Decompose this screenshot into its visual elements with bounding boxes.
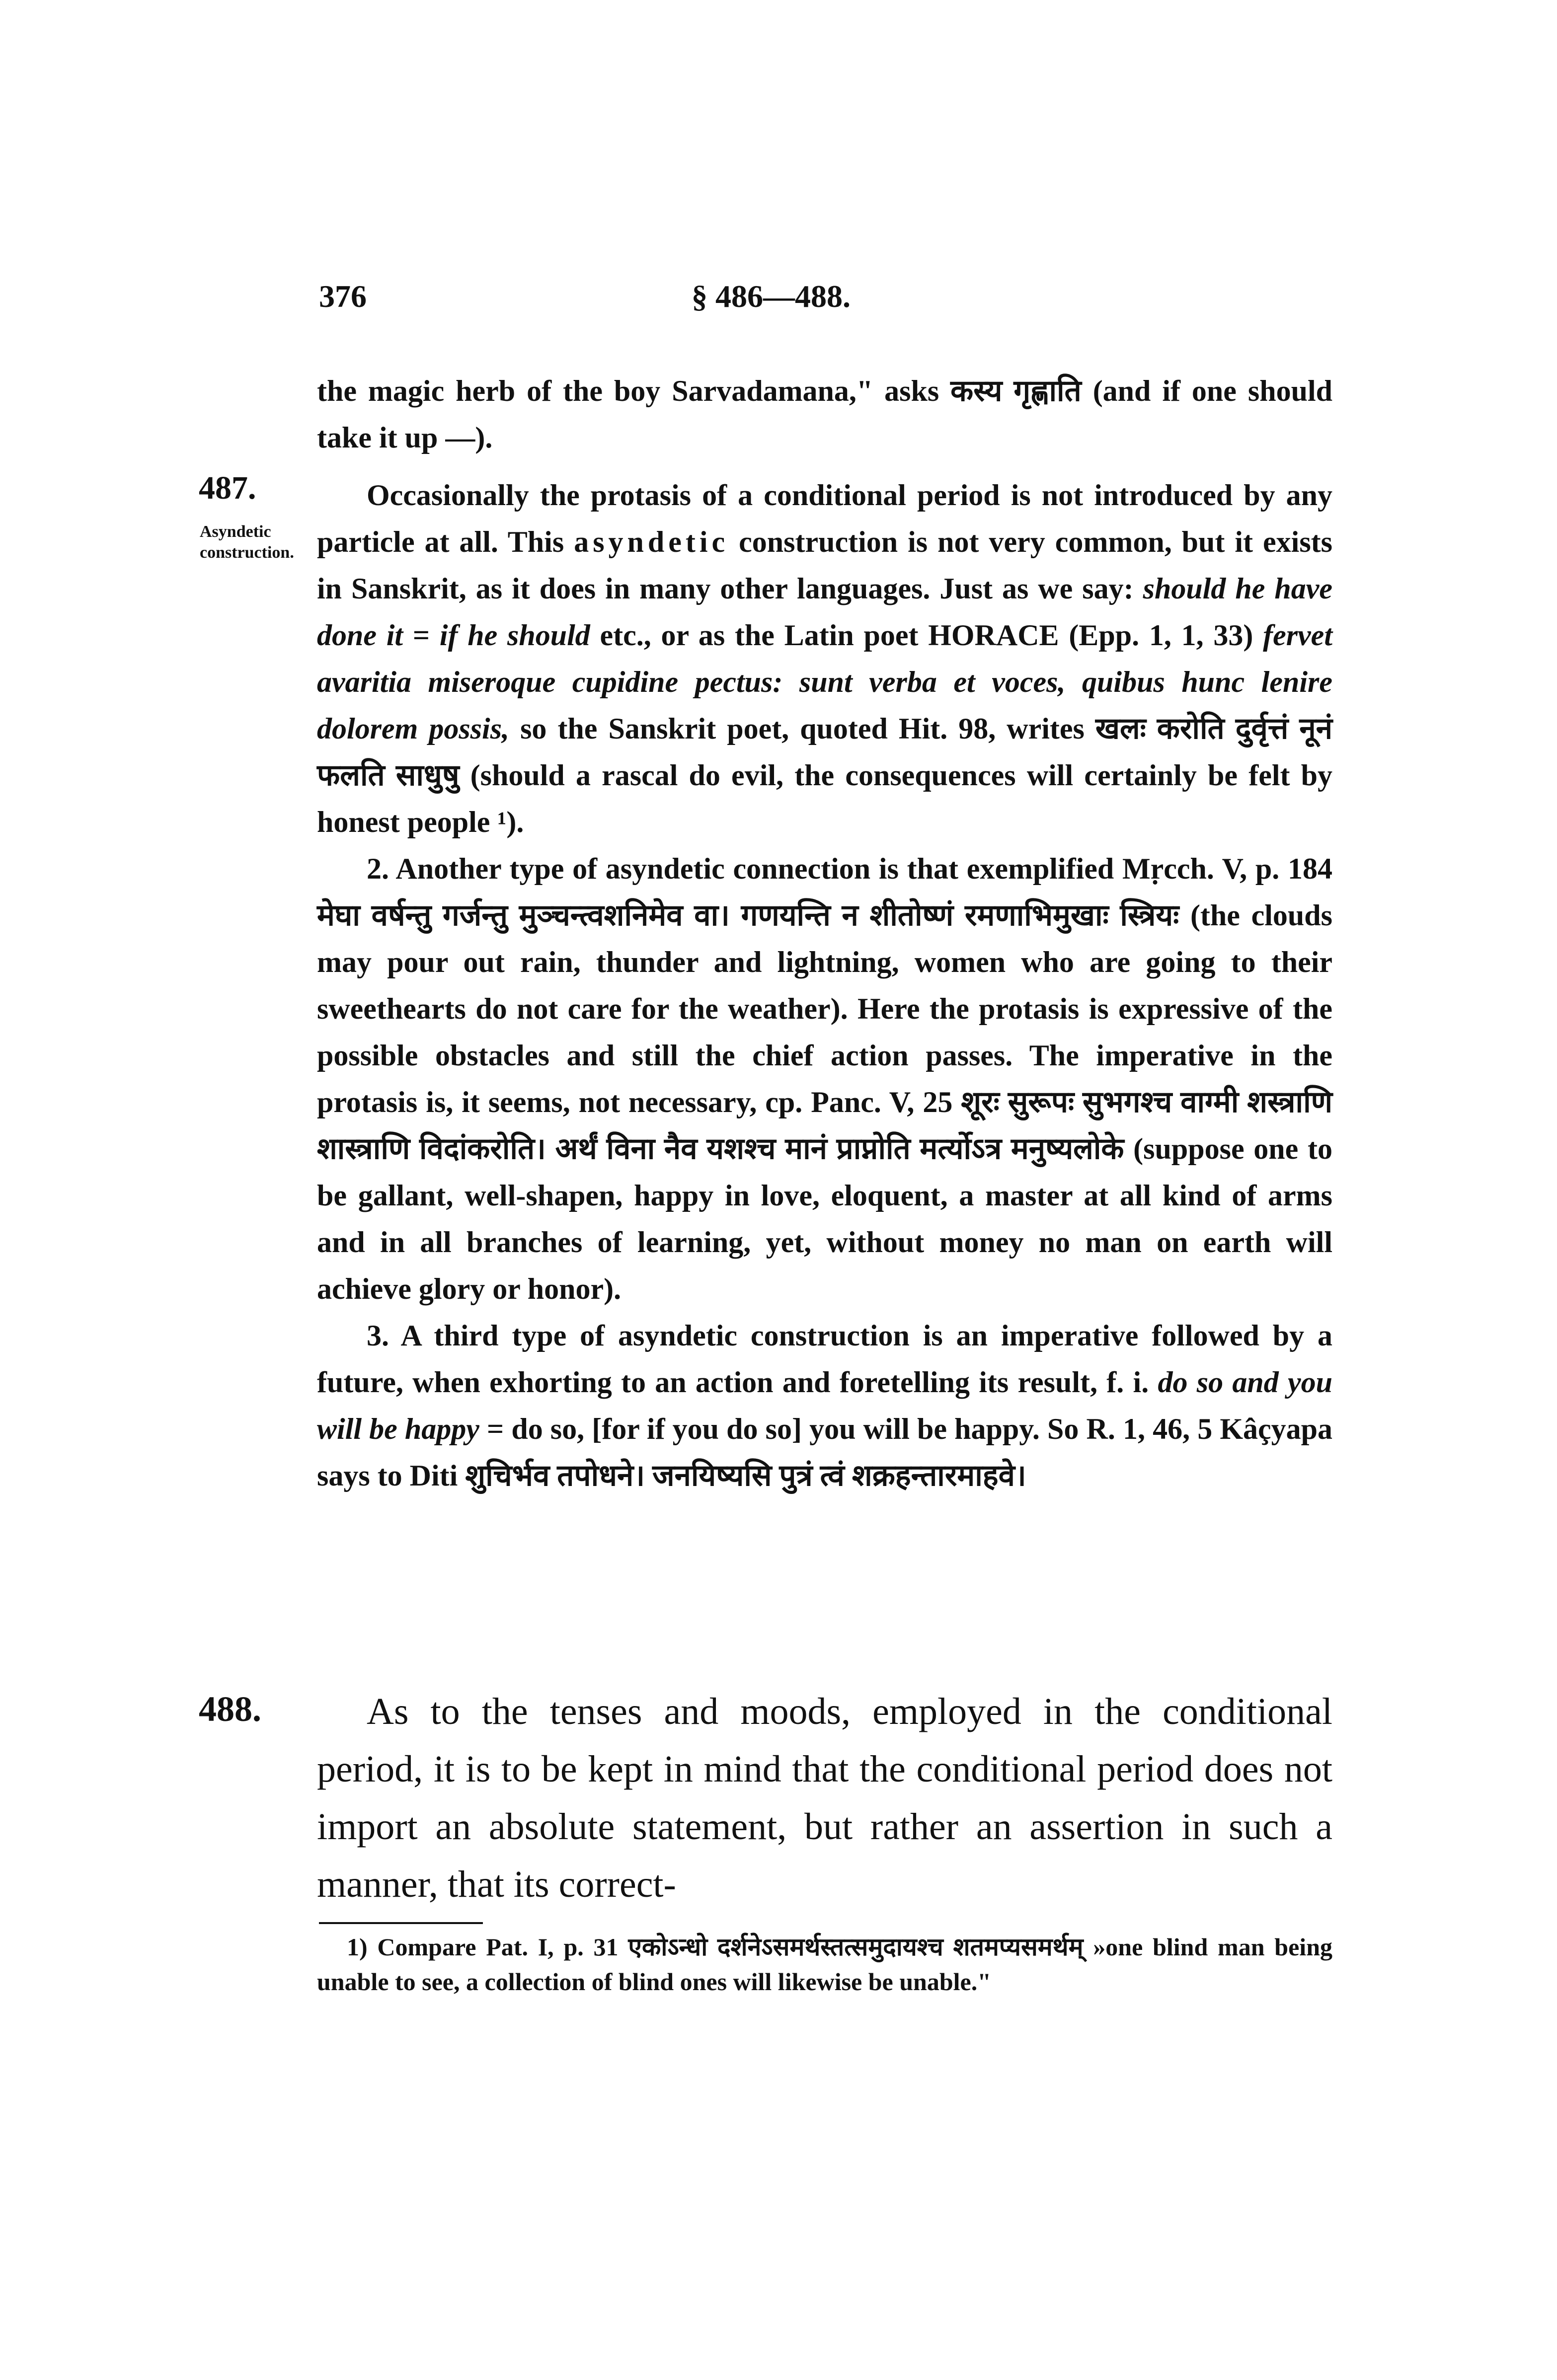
continuation-text: the magic herb of the boy Sarvadamana," asks कस्य गृह्णाति (and if one should take it up —). xyxy=(317,374,1332,454)
latin-quotation: fervet avaritia miseroque cupidine pectus: sunt verba et voces, quibus hunc lenire dolorem possis, xyxy=(317,619,1332,745)
page-number: 376 xyxy=(319,279,367,314)
spaced-term: asyndetic xyxy=(574,525,729,558)
italic-example: should he have done it xyxy=(317,572,1332,652)
continuation-paragraph xyxy=(317,368,1332,461)
text-run: etc., or as the Latin poet HORACE (Epp. 1, 1, 33) xyxy=(590,619,1263,652)
text-run: Occasionally the protasis of a conditional period is not introduced by any particle at all. This xyxy=(317,479,1332,558)
section-487-paragraph-2: 2. Another type of asyndetic connection is that exemplified Mṛcch. V, p. 184 मेघा वर्षन्तु गर्जन्तु मुञ्चन्त्वशनिमेव वा। गणयन्ति न शीतोष्णं रमणाभिमुखाः स्त्रियः (the clouds may pour out rain, thunder and lightning, women who are going to their sweethearts do not care for the weather). Here the protasis is expressive of the possible obstacles and still the chief action passes. The imperative in the protasis is, it seems, not necessary, cp. Panc. V, 25 शूरः सुरूपः सुभगश्च वाग्मी शस्त्राणि शास्त्राणि विदांकरोति। अर्थं विना नैव यशश्च मानं प्राप्नोति मर्त्योऽत्र मनुष्यलोके (suppose one to be gallant, well-shapen, happy in love, eloquent, a master at all kind of arms and in all branches of learning, yet, without money no man on earth will achieve glory or honor). xyxy=(317,852,1332,1305)
section-488-body xyxy=(317,1683,1332,1913)
italic-example: do so and you will be happy xyxy=(317,1366,1333,1445)
section-487-paragraph-1 xyxy=(317,472,1332,845)
text-run: = do so, [for if you do so] you will be happy. So R. 1, 46, 5 Kâçyapa says to Diti शुचिर्भव तपोधने। जनयिष्यसि पुत्रं त्वं शक्रहन्तारमाहवे। xyxy=(317,1413,1332,1492)
section-number-487: 487. xyxy=(199,470,256,506)
footnote-rule xyxy=(319,1922,483,1924)
margin-note-asyndetic: Asyndetic construction. xyxy=(200,522,294,562)
section-range: § 486—488. xyxy=(692,279,851,314)
page-header xyxy=(319,278,1332,323)
footnote xyxy=(317,1930,1332,1999)
italic-example: if he should xyxy=(439,619,590,652)
footnote-text: 1) Compare Pat. I, p. 31 एकोऽन्धो दर्शनेऽसमर्थस्तत्समुदायश्च शतमप्यसमर्थम् »one blind man being unable to see, a collection of blind ones will likewise be unable." xyxy=(317,1933,1332,1996)
text-run: 3. A third type of asyndetic construction is an imperative followed by a future, when exhorting to an action and foretelling its result, f. i. xyxy=(317,1319,1332,1399)
text-run: = xyxy=(403,619,440,652)
section-number-488: 488. xyxy=(199,1689,261,1729)
section-487-paragraph-3 xyxy=(317,1312,1332,1499)
section-488-paragraph: As to the tenses and moods, employed in the conditional period, it is to be kept in mind that the conditional period does not import an absolute statement, but rather an assertion in such a manner, that its correct- xyxy=(317,1691,1332,1905)
text-run: so the Sanskrit poet, quoted Hit. 98, writes खलः करोति दुर्वृत्तं नूनं फलति साधुषु (should a rascal do evil, the consequences will certainly be felt by honest people ¹). xyxy=(317,712,1332,838)
section-487-body xyxy=(317,472,1332,1499)
text-run: construction is not very common, but it exists in Sanskrit, as it does in many other languages. Just as we say: xyxy=(317,525,1333,605)
